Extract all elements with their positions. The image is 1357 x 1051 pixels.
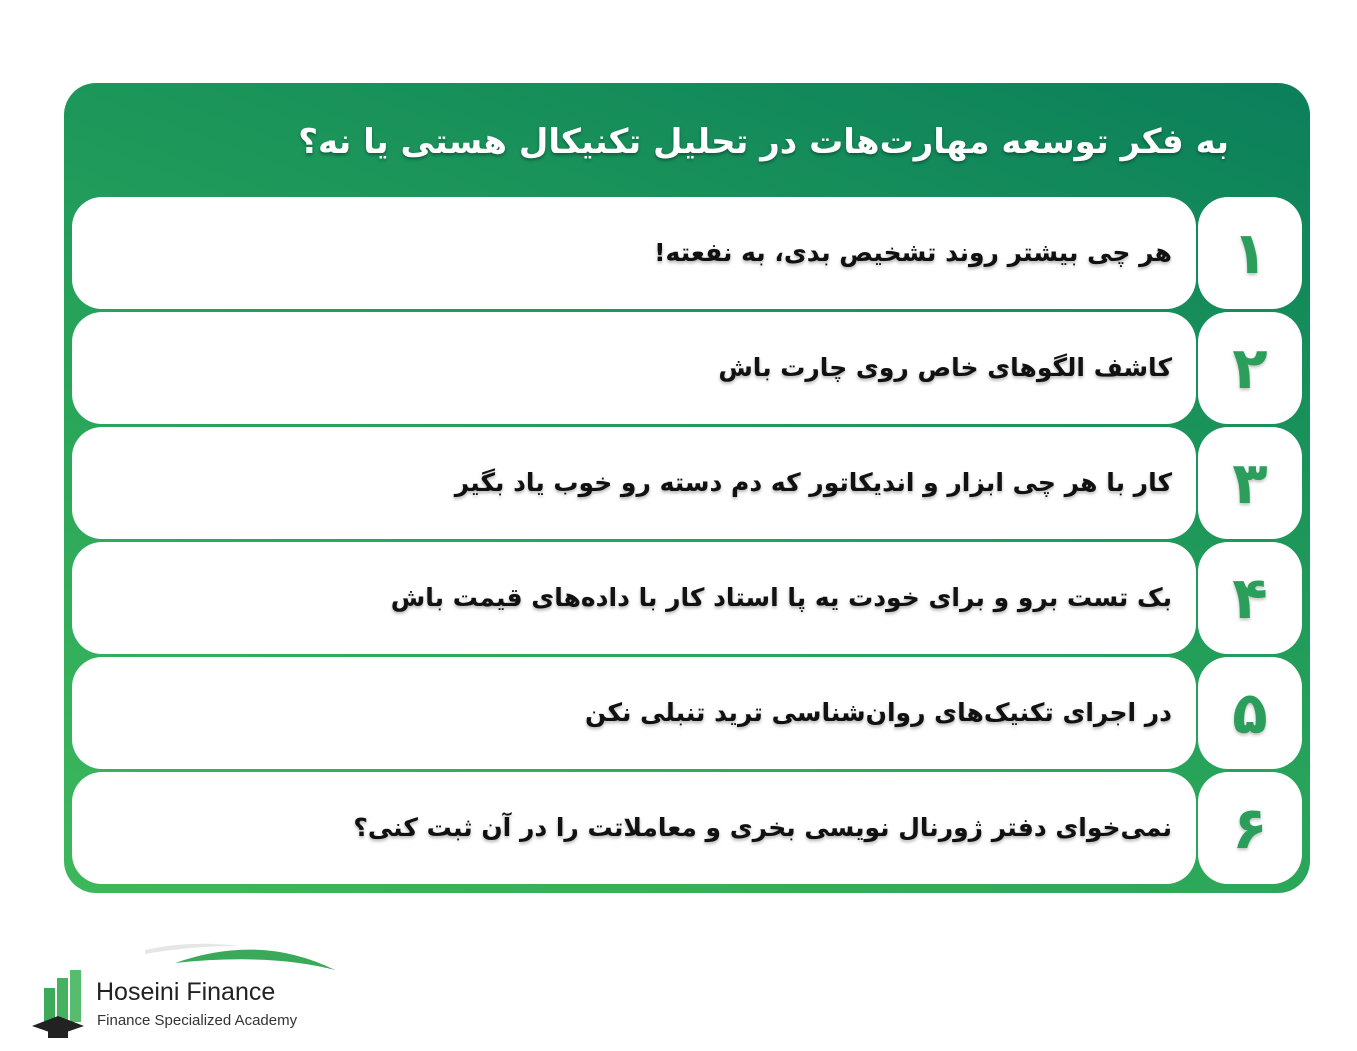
item-number: ۶ xyxy=(1198,772,1302,884)
item-text: کاشف الگوهای خاص روی چارت باش xyxy=(72,312,1196,424)
list-item xyxy=(72,657,1302,769)
item-number: ۱ xyxy=(1198,197,1302,309)
item-text: کار با هر چی ابزار و اندیکاتور که دم دسته رو خوب یاد بگیر xyxy=(72,427,1196,539)
item-number: ۲ xyxy=(1198,312,1302,424)
item-text: بک تست برو و برای خودت یه پا استاد کار با داده‌های قیمت باش xyxy=(72,542,1196,654)
list-item xyxy=(72,197,1302,309)
item-number: ۴ xyxy=(1198,542,1302,654)
page-title: به فکر توسعه مهارت‌هات در تحلیل تکنیکال هستی یا نه؟ xyxy=(298,122,1229,162)
item-number: ۳ xyxy=(1198,427,1302,539)
item-number: ۵ xyxy=(1198,657,1302,769)
list-item xyxy=(72,427,1302,539)
brand-tagline: Finance Specialized Academy xyxy=(97,1012,298,1029)
item-text: در اجرای تکنیک‌های روان‌شناسی ترید تنبلی نکن xyxy=(72,657,1196,769)
brand-name: Hoseini Finance xyxy=(96,978,276,1006)
list-item xyxy=(72,542,1302,654)
list-item xyxy=(72,772,1302,884)
list-item xyxy=(72,312,1302,424)
item-text: نمی‌خوای دفتر ژورنال نویسی بخری و معاملاتت را در آن ثبت کنی؟ xyxy=(72,772,1196,884)
item-text: هر چی بیشتر روند تشخیص بدی، به نفعته! xyxy=(72,197,1196,309)
